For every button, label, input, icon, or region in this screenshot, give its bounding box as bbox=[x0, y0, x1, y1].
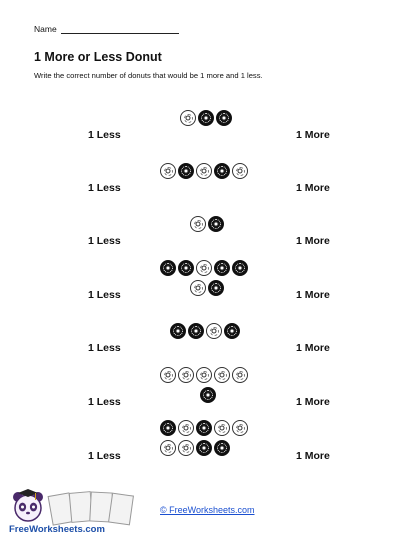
donut-icon bbox=[208, 280, 224, 296]
donut-icon bbox=[200, 387, 216, 403]
worksheet-title: 1 More or Less Donut bbox=[34, 50, 162, 64]
donut-icon bbox=[232, 260, 248, 276]
donut-group-7 bbox=[160, 420, 248, 436]
donut-icon bbox=[214, 367, 230, 383]
one-more-label: 1 More bbox=[296, 289, 330, 301]
one-less-label: 1 Less bbox=[88, 235, 121, 247]
donut-icon bbox=[232, 367, 248, 383]
name-line[interactable] bbox=[61, 24, 179, 34]
donut-icon bbox=[196, 420, 212, 436]
donut-icon bbox=[160, 420, 176, 436]
one-less-label: 1 Less bbox=[88, 182, 121, 194]
donut-icon bbox=[214, 260, 230, 276]
donut-group-6-row2 bbox=[200, 387, 216, 403]
one-more-label: 1 More bbox=[296, 182, 330, 194]
donut-group-7-row2 bbox=[160, 440, 230, 456]
donut-icon bbox=[180, 110, 196, 126]
donut-icon bbox=[160, 367, 176, 383]
one-less-label: 1 Less bbox=[88, 289, 121, 301]
donut-icon bbox=[160, 260, 176, 276]
worksheet-instructions: Write the correct number of donuts that would be 1 more and 1 less. bbox=[34, 71, 263, 80]
one-less-label: 1 Less bbox=[88, 396, 121, 408]
freeworksheets-logo bbox=[4, 488, 148, 536]
donut-icon bbox=[214, 163, 230, 179]
donut-icon bbox=[178, 367, 194, 383]
donut-icon bbox=[178, 163, 194, 179]
donut-icon bbox=[190, 280, 206, 296]
one-more-label: 1 More bbox=[296, 235, 330, 247]
donut-group-5 bbox=[170, 323, 240, 339]
one-more-label: 1 More bbox=[296, 342, 330, 354]
donut-group-4 bbox=[160, 260, 248, 276]
worksheet-thumbnails bbox=[46, 490, 142, 524]
donut-group-3 bbox=[190, 216, 224, 232]
one-more-label: 1 More bbox=[296, 450, 330, 462]
copyright-link[interactable]: © FreeWorksheets.com bbox=[160, 505, 255, 515]
panda-mascot-icon bbox=[10, 488, 46, 524]
donut-icon bbox=[196, 163, 212, 179]
donut-icon bbox=[206, 323, 222, 339]
donut-icon bbox=[232, 420, 248, 436]
one-less-label: 1 Less bbox=[88, 129, 121, 141]
donut-icon bbox=[178, 260, 194, 276]
donut-icon bbox=[170, 323, 186, 339]
one-less-label: 1 Less bbox=[88, 450, 121, 462]
one-more-label: 1 More bbox=[296, 129, 330, 141]
donut-group-6 bbox=[160, 367, 248, 383]
donut-icon bbox=[160, 163, 176, 179]
donut-icon bbox=[198, 110, 214, 126]
donut-icon bbox=[216, 110, 232, 126]
donut-icon bbox=[196, 260, 212, 276]
donut-icon bbox=[196, 440, 212, 456]
donut-icon bbox=[214, 440, 230, 456]
donut-icon bbox=[160, 440, 176, 456]
donut-icon bbox=[208, 216, 224, 232]
logo-text: FreeWorksheets.com bbox=[9, 524, 105, 535]
donut-icon bbox=[188, 323, 204, 339]
donut-icon bbox=[196, 367, 212, 383]
donut-icon bbox=[178, 420, 194, 436]
donut-icon bbox=[214, 420, 230, 436]
donut-icon bbox=[178, 440, 194, 456]
donut-icon bbox=[190, 216, 206, 232]
donut-group-1 bbox=[180, 110, 232, 126]
name-label: Name bbox=[34, 24, 57, 34]
donut-group-2 bbox=[160, 163, 248, 179]
one-less-label: 1 Less bbox=[88, 342, 121, 354]
donut-icon bbox=[232, 163, 248, 179]
sheet-thumbnail bbox=[108, 493, 134, 526]
donut-group-4-row2 bbox=[190, 280, 224, 296]
name-field bbox=[34, 24, 179, 34]
one-more-label: 1 More bbox=[296, 396, 330, 408]
donut-icon bbox=[224, 323, 240, 339]
